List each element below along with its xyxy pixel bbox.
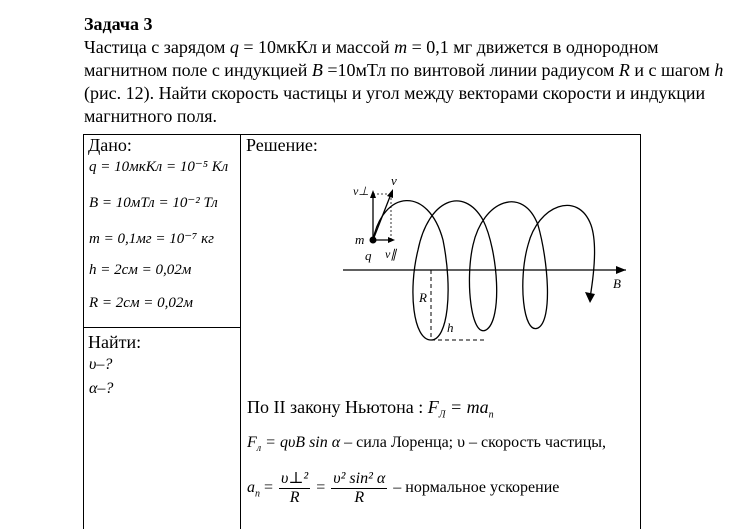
find-heading: Найти: [88, 332, 142, 352]
solution-table [83, 134, 641, 529]
helix-figure [333, 170, 633, 350]
given-item-mass: m = 0,1мг = 10⁻⁷ кг [89, 231, 215, 247]
accel-den-1: R [289, 489, 300, 506]
find-item-angle: α–? [89, 380, 114, 397]
r-label: R [419, 290, 427, 305]
lorentz-line [247, 434, 606, 454]
task-title: Задача 3 [84, 14, 153, 34]
task-var-r: R [618, 60, 630, 80]
task-text-3: = 0,1 мг движется в однородном магнитном поле с индукцией [84, 37, 659, 80]
solution-heading: Решение: [246, 135, 318, 155]
v-label: v [391, 173, 397, 188]
task-text-6: (рис. 12). Найти скорость частицы и угол между векторами скорости и индукции магнитного поля. [84, 83, 706, 126]
particle-dot [370, 237, 377, 244]
b-axis-arrowhead [616, 266, 626, 274]
task-var-m: m [394, 37, 408, 57]
accel-eq-2: = [316, 479, 326, 497]
table-left-border [83, 134, 84, 529]
helix-arrowhead [585, 292, 595, 303]
lorentz-force: F [247, 434, 257, 451]
table-right-border [640, 134, 641, 529]
task-var-h: h [714, 60, 724, 80]
newton-rhs: = ma [450, 397, 489, 417]
v-vector [373, 194, 391, 240]
newton-prefix: По II закону Ньютона : [247, 397, 424, 417]
given-heading: Дано: [88, 135, 132, 155]
task-statement [84, 36, 724, 128]
v-par-arrowhead [388, 237, 395, 243]
accel-fraction-2 [331, 470, 387, 507]
lorentz-force-sub: л [256, 443, 262, 455]
newton-force: F [427, 397, 439, 417]
acceleration-line [247, 470, 559, 507]
given-item-induction: B = 10мТл = 10⁻² Тл [89, 195, 218, 211]
given-item-step: h = 2см = 0,02м [89, 262, 192, 278]
task-var-q: q [229, 37, 239, 57]
v-par-label: v∥ [385, 247, 397, 261]
h-label: h [447, 320, 454, 335]
newton-rhs-sub: n [488, 409, 494, 421]
lorentz-rhs: = qυB sin α [265, 434, 341, 451]
find-item-speed: υ–? [89, 356, 113, 373]
table-top-border [83, 134, 641, 135]
task-text-2: = 10мкКл и массой [238, 37, 395, 57]
m-label: m [355, 232, 365, 247]
accel-eq-1: = [264, 479, 274, 497]
lorentz-text: – сила Лоренца; υ – скорость частицы, [344, 434, 607, 451]
accel-num-1: υ⊥² [281, 470, 309, 487]
given-find-separator [83, 327, 241, 328]
accel-fraction-1 [279, 470, 310, 507]
q-label: q [365, 248, 372, 263]
accel-den-2: R [354, 489, 365, 506]
given-item-radius: R = 2см = 0,02м [89, 295, 193, 311]
task-text-5: и с шагом [629, 60, 715, 80]
table-divider [240, 134, 241, 529]
given-item-charge: q = 10мкКл = 10⁻⁵ Кл [89, 159, 229, 175]
v-perp-label: v⊥ [353, 184, 369, 198]
task-text-4: =10мТл по винтовой линии радиусом [322, 60, 619, 80]
v-arrowhead [387, 189, 393, 198]
task-text-1: Частица с зарядом [84, 37, 230, 57]
newton-force-sub: Л [438, 409, 446, 421]
accel-text: – нормальное ускорение [393, 479, 560, 497]
task-var-b: B [311, 60, 323, 80]
accel-lhs-sub: n [255, 488, 260, 500]
accel-lhs: a [247, 479, 255, 497]
accel-num-2: υ² sin² α [333, 470, 386, 487]
newton-law-line [247, 397, 494, 421]
b-label: B [613, 276, 621, 291]
